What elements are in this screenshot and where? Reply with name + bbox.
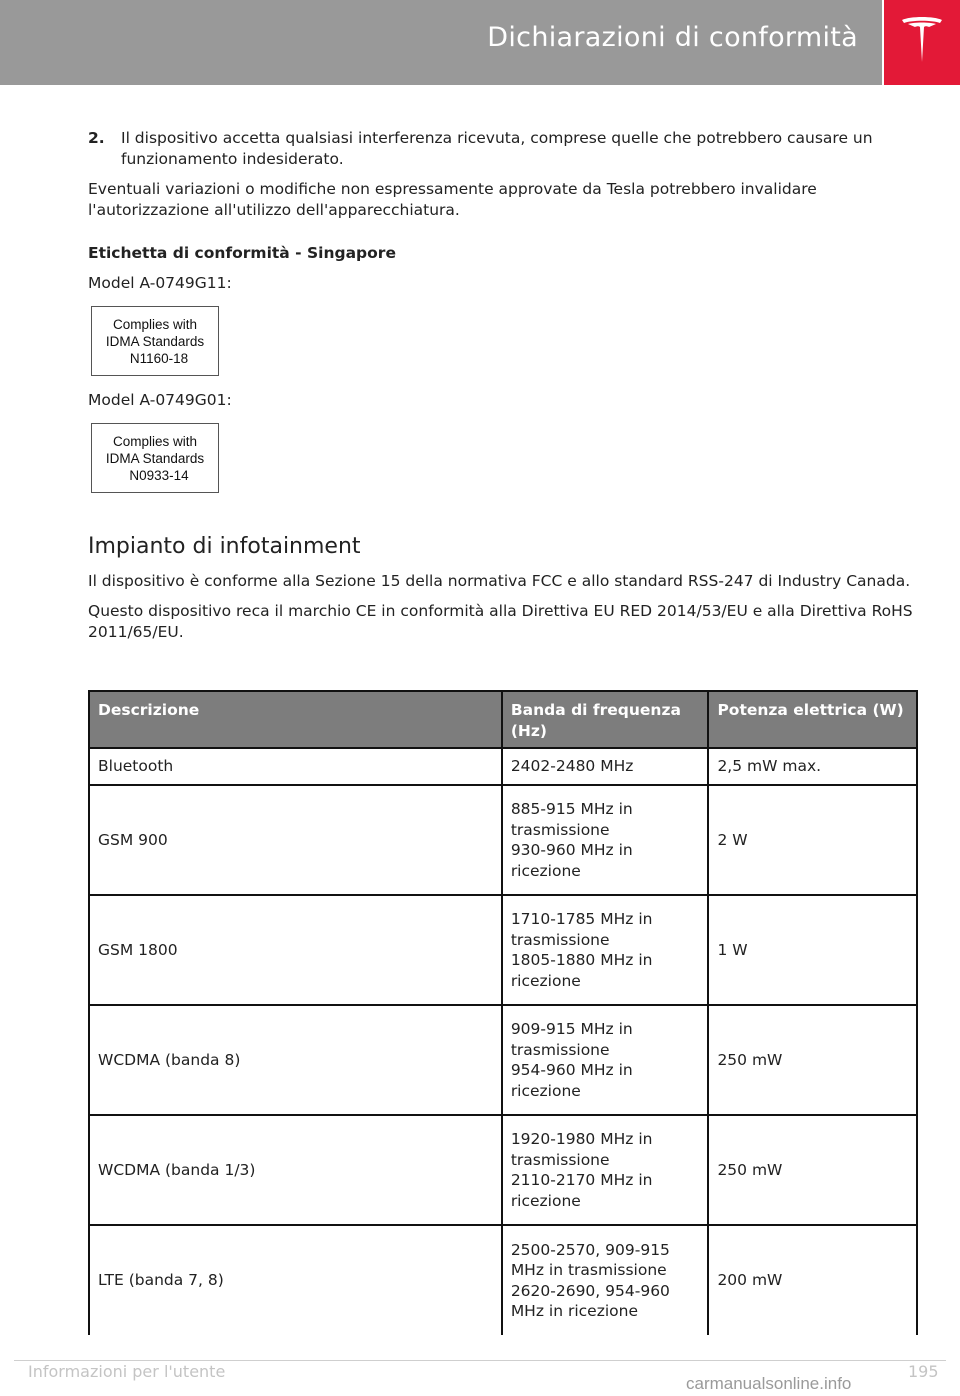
cell-band [502, 785, 709, 895]
cell-band: 2402-2480 MHz [502, 748, 709, 785]
column-header: Potenza elettrica (W) [708, 691, 917, 748]
table-row [89, 1115, 917, 1225]
tesla-logo-icon [900, 14, 944, 66]
compliance-line: IDMA Standards [105, 333, 205, 349]
compliance-label-box [91, 306, 219, 376]
cell-band [502, 1225, 709, 1335]
header-band [0, 0, 882, 85]
cell-power: 2,5 mW max. [708, 748, 917, 785]
band-tx: 1710-1785 MHz in trasmissione [510, 910, 653, 949]
logo-box [884, 0, 960, 85]
variations-paragraph: Eventuali variazioni o modifiche non espressamente approvate da Tesla potrebbero invalidare l'autorizzazione all'utilizzo dell'apparecchiatura. [88, 180, 817, 219]
item-number: 2. [88, 129, 105, 147]
cell-band [502, 1115, 709, 1225]
band-rx: 2110-2170 MHz in ricezione [510, 1171, 653, 1210]
cell-description: GSM 900 [89, 785, 502, 895]
table-row [89, 1225, 917, 1335]
band-rx: 1805-1880 MHz in ricezione [510, 951, 653, 990]
compliance-code: N1160-18 [129, 350, 189, 366]
table-row [89, 785, 917, 895]
cell-power: 2 W [708, 785, 917, 895]
column-header: Descrizione [89, 691, 502, 748]
band-tx: 885-915 MHz in trasmissione [510, 800, 633, 839]
band-rx: 2620-2690, 954-960 MHz in ricezione [510, 1281, 670, 1320]
cell-description: GSM 1800 [89, 895, 502, 1005]
page-title: Dichiarazioni di conformità [487, 22, 858, 53]
cell-description: WCDMA (banda 8) [89, 1005, 502, 1115]
item-text: Il dispositivo accetta qualsiasi interferenza ricevuta, comprese quelle che potrebbero causare un funzionamento indesiderato. [121, 129, 873, 168]
cell-description: WCDMA (banda 1/3) [89, 1115, 502, 1225]
cell-description: LTE (banda 7, 8) [89, 1225, 502, 1335]
watermark: carmanualsonline.info [686, 1374, 852, 1393]
band-rx: 954-960 MHz in ricezione [510, 1061, 633, 1100]
cell-description: Bluetooth [89, 748, 502, 785]
compliance-label-box [91, 423, 219, 493]
compliance-line: Complies with [112, 433, 198, 449]
section-heading: Impianto di infotainment [88, 534, 361, 559]
band-tx: 2500-2570, 909-915 MHz in trasmissione [510, 1240, 670, 1279]
model-label: Model A-0749G01: [88, 391, 232, 409]
band-tx: 1920-1980 MHz in trasmissione [510, 1130, 653, 1169]
cell-power: 250 mW [708, 1115, 917, 1225]
fcc-paragraph: Il dispositivo è conforme alla Sezione 15 della normativa FCC e allo standard RSS-247 di Industry Canada. [88, 572, 911, 590]
table-row [89, 895, 917, 1005]
footer-divider [14, 1360, 946, 1361]
table-row [89, 1005, 917, 1115]
main-content [88, 128, 918, 652]
compliance-line: IDMA Standards [105, 450, 205, 466]
frequency-table [88, 690, 918, 1335]
column-header: Banda di frequenza (Hz) [502, 691, 709, 748]
cell-power: 250 mW [708, 1005, 917, 1115]
footer-section-label: Informazioni per l'utente [28, 1362, 226, 1381]
ce-paragraph: Questo dispositivo reca il marchio CE in conformità alla Direttiva EU RED 2014/53/EU e alla Direttiva RoHS 2011/65/EU. [88, 602, 913, 641]
cell-band [502, 895, 709, 1005]
table-header-row [89, 691, 917, 748]
table-row [89, 748, 917, 785]
cell-power: 1 W [708, 895, 917, 1005]
band-tx: 909-915 MHz in trasmissione [510, 1020, 633, 1059]
compliance-code: N0933-14 [129, 467, 189, 483]
cell-band [502, 1005, 709, 1115]
cell-power: 200 mW [708, 1225, 917, 1335]
compliance-line: Complies with [112, 316, 198, 332]
band-rx: 930-960 MHz in ricezione [510, 841, 633, 880]
model-label: Model A-0749G11: [88, 274, 232, 292]
numbered-item [88, 128, 918, 170]
page-number: 195 [908, 1362, 939, 1381]
singapore-heading: Etichetta di conformità - Singapore [88, 244, 396, 262]
